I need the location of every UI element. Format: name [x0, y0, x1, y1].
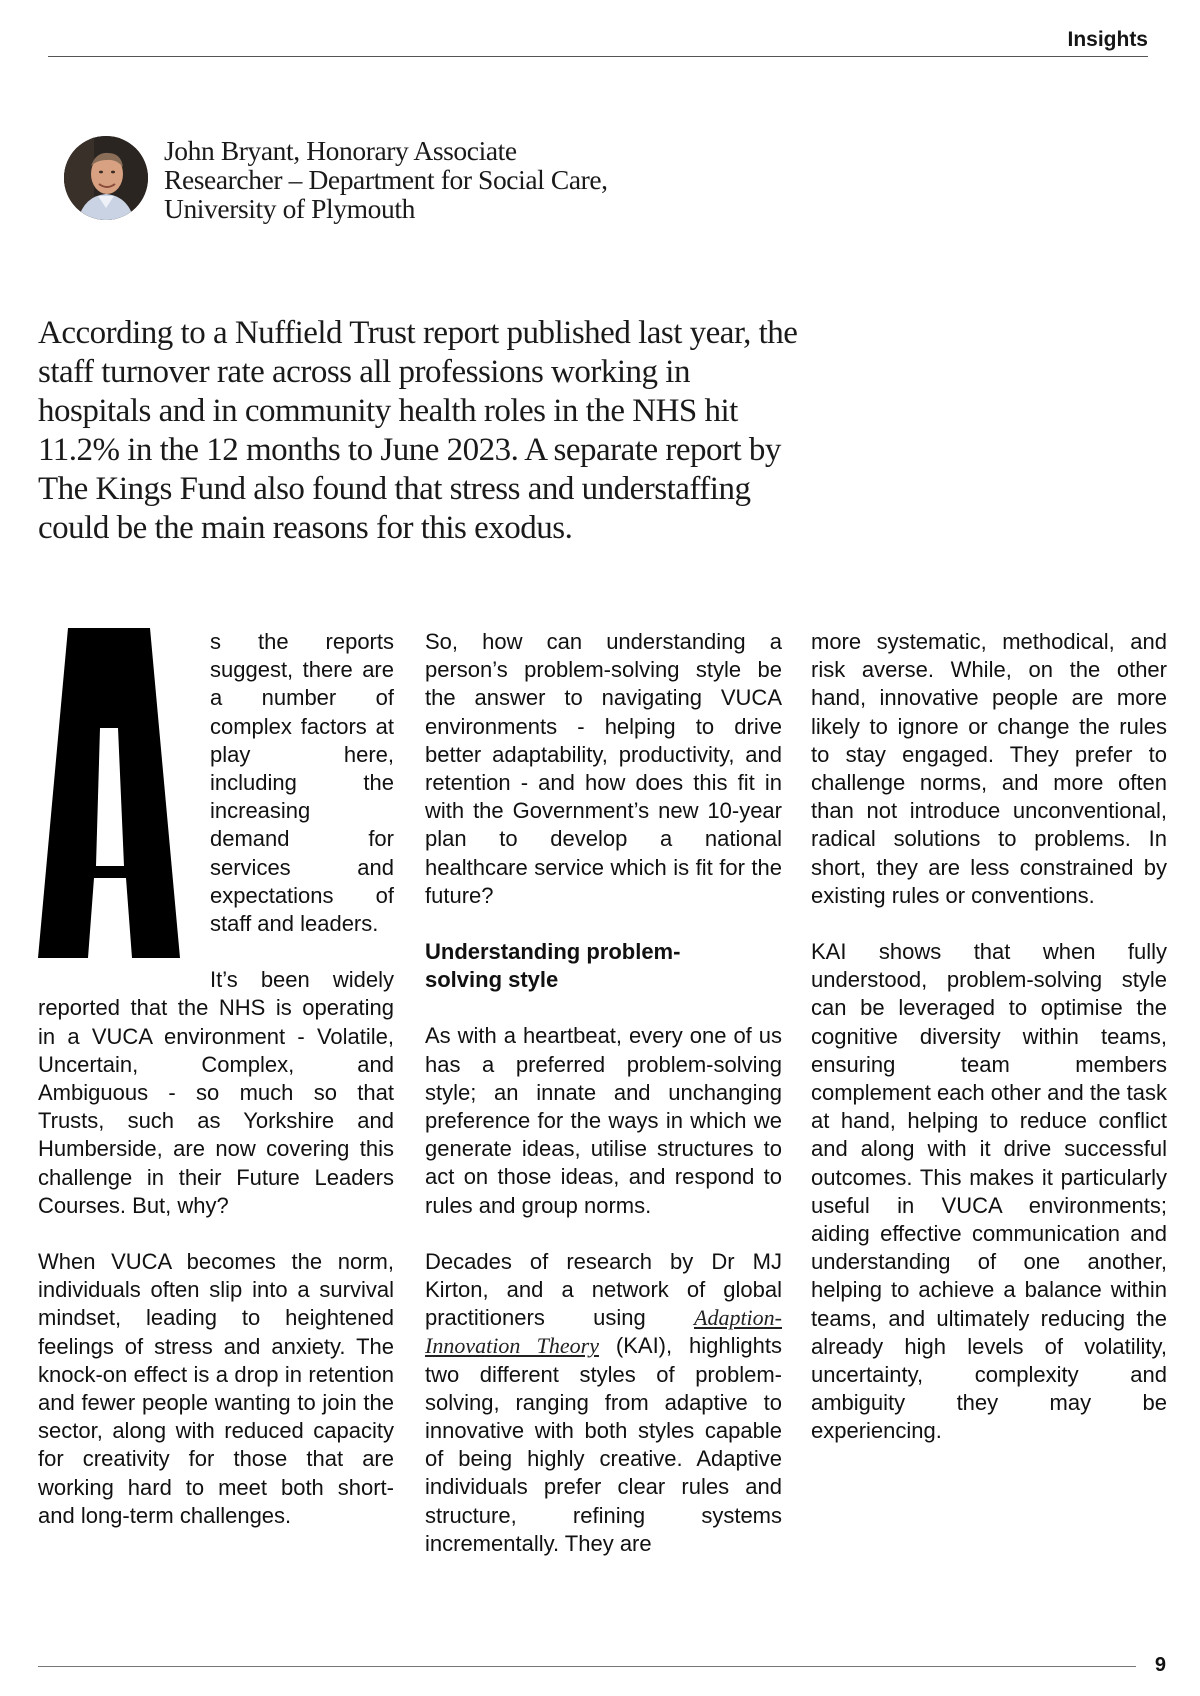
section-label: Insights: [1067, 28, 1148, 51]
paragraph-text: (KAI), highlights two different styles of problem-solving, ranging from adaptive to innovative with both styles capable of being highly creative. Adaptive individuals prefer clear rules and structure, refining systems incrementally. They are: [425, 1333, 782, 1556]
paragraph: more systematic, methodical, and risk averse. While, on the other hand, innovative people are more likely to ignore or change the rules to stay engaged. They prefer to challenge norms, and more often than not introduce unconventional, radical solutions to problems. In short, they are less constrained by existing rules or conventions.: [811, 629, 1167, 908]
header-divider: [48, 56, 1148, 57]
paragraph-text: Decades of research by Dr MJ Kirton, and a network of global practitioners using: [425, 1248, 782, 1331]
adaption-innovation-theory-link[interactable]: Adaption-Innovation Theory: [425, 1305, 782, 1359]
author-credit: [164, 136, 724, 223]
author-avatar: [64, 136, 148, 220]
author-credit-line: Researcher – Department for Social Care,: [164, 164, 608, 195]
drop-cap: [38, 628, 210, 990]
subheading-line: Understanding problem-: [425, 939, 681, 965]
author-credit-line: University of Plymouth: [164, 193, 415, 224]
drop-cap-letter: A: [38, 628, 39, 629]
page-number: 9: [1154, 1654, 1166, 1676]
paragraph: s the reports suggest, there are a number of complex factors at play here, including the increasing demand for services and expectations of staff and leaders.: [210, 629, 394, 937]
article-column-1: [38, 628, 394, 1558]
paragraph: As with a heartbeat, every one of us has a preferred problem-solving style; an innate and unchanging preference for the ways in which we generate ideas, utilise structures to act on those ideas, and respond to rules and group norms.: [425, 1023, 782, 1218]
author-portrait-image: [64, 136, 148, 220]
paragraph: When VUCA becomes the norm, individuals often slip into a survival mindset, leading to heightened feelings of stress and anxiety. The knock-on effect is a drop in retention and fewer people wanting to join the sector, along with reduced capacity for creativity for those that are working hard to meet both short- and long-term challenges.: [38, 1249, 394, 1528]
article-standfirst: According to a Nuffield Trust report published last year, the staff turnover rate across all professions working in hospitals and in community health roles in the NHS hit 11.2% in the 12 months to June 2023. A separate report by The Kings Fund also found that stress and understaffing could be the main reasons for this exodus.: [38, 315, 798, 546]
section-subheading: [425, 938, 782, 994]
article-column-3: [811, 628, 1167, 1474]
subheading-line: solving style: [425, 967, 559, 993]
paragraph: So, how can understanding a person’s problem-solving style be the answer to navigating VUCA environments - helping to drive better adaptability, productivity, and retention - and how does this fit in with the Government’s new 10-year plan to develop a national healthcare service which is fit for the future?: [425, 629, 782, 908]
paragraph: [425, 1248, 782, 1558]
paragraph: It’s been widely reported that the NHS is operating in a VUCA environment - Volatile, Uncertain, Complex, and Ambiguous - so much so that Trusts, such as Yorkshire and Humberside, are now covering this challenge in their Future Leaders Courses. But, why?: [38, 967, 394, 1218]
article-column-2: [425, 628, 782, 1586]
author-credit-line: John Bryant, Honorary Associate: [164, 135, 517, 166]
footer-divider: [38, 1666, 1136, 1667]
paragraph: KAI shows that when fully understood, problem-solving style can be leveraged to optimise the cognitive diversity within teams, ensuring team members complement each other and the task at hand, helping to reduce conflict and along with it drive successful outcomes. This makes it particularly useful in VUCA environments; aiding effective communication and understanding of one another, helping to achieve a balance within teams, and ultimately reducing the already high levels of volatility, uncertainty, complexity and ambiguity they may be experiencing.: [811, 939, 1167, 1444]
